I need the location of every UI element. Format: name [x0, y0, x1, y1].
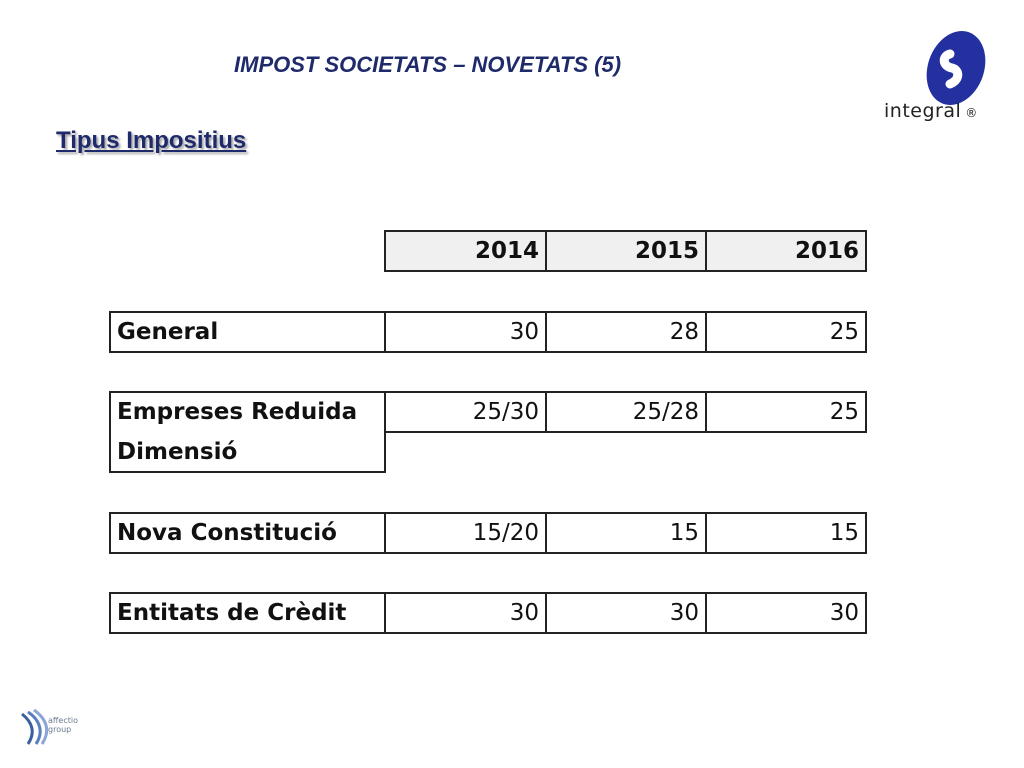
integral-logo-word: integral: [884, 100, 962, 122]
entitats-2015: 30: [545, 592, 707, 634]
nova-2014: 15/20: [384, 512, 547, 554]
general-2016: 25: [705, 311, 867, 353]
year-header-2016: 2016: [705, 230, 867, 272]
row-label-line1: Empreses Reduida: [117, 399, 358, 425]
nova-2015: 15: [545, 512, 707, 554]
year-header-2015: 2015: [545, 230, 707, 272]
empreses-2014: 25/30: [384, 391, 547, 433]
nova-2016: 15: [705, 512, 867, 554]
row-label-nova-constitucio: Nova Constitució: [109, 512, 386, 554]
year-header-2014: 2014: [384, 230, 547, 272]
general-2015: 28: [545, 311, 707, 353]
general-2014: 30: [384, 311, 547, 353]
registered-mark: ®: [965, 106, 978, 120]
affectio-line1: affectio: [48, 716, 78, 725]
row-label-general: General: [109, 311, 386, 353]
empreses-2016: 25: [705, 391, 867, 433]
affectio-line2: group: [48, 725, 72, 734]
row-label-entitats-de-credit: Entitats de Crèdit: [109, 592, 386, 634]
slide-title: IMPOST SOCIETATS – NOVETATS (5): [234, 52, 622, 77]
row-label-empreses-reduida-dimensio: [109, 391, 386, 473]
row-label-line2: Dimensió: [117, 439, 238, 465]
section-heading: Tipus Impositius: [56, 127, 247, 154]
entitats-2016: 30: [705, 592, 867, 634]
empreses-2015: 25/28: [545, 391, 707, 433]
affectio-logo-text: [48, 716, 78, 734]
integral-logo-text: [884, 100, 978, 122]
entitats-2014: 30: [384, 592, 547, 634]
